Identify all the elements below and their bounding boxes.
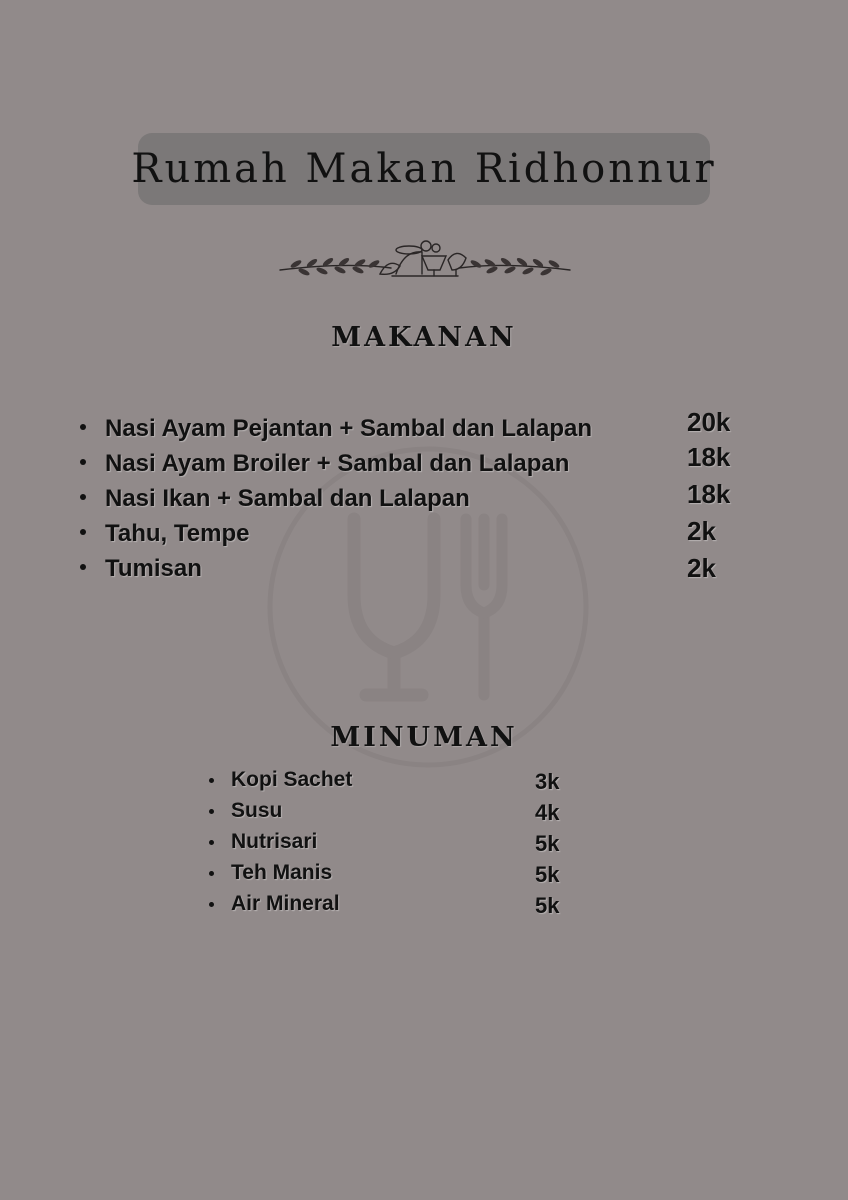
menu-item-price: 2k	[687, 516, 716, 546]
menu-item-name: Nasi Ayam Pejantan + Sambal dan Lalapan	[105, 415, 593, 442]
list-item	[105, 442, 731, 485]
menu-item-name: Teh Manis	[231, 861, 333, 884]
menu-item-name: Nasi Ikan + Sambal dan Lalapan	[105, 485, 470, 512]
list-item	[105, 479, 731, 520]
list-item	[105, 407, 731, 450]
section-title-minuman: MINUMAN	[330, 722, 518, 753]
menu-item-price: 2k	[687, 553, 716, 583]
menu-item-name: Tumisan	[105, 555, 202, 582]
menu-item-name: Air Mineral	[231, 892, 340, 915]
bullet-icon	[80, 529, 86, 535]
bullet-icon	[209, 778, 214, 783]
menu-item-name: Tahu, Tempe	[105, 520, 250, 547]
list-item	[231, 768, 560, 799]
list-item	[231, 892, 560, 923]
bullet-icon	[209, 840, 214, 845]
bullet-icon	[209, 871, 214, 876]
bullet-icon	[209, 809, 214, 814]
menu-item-name: Nutrisari	[231, 830, 318, 853]
menu-item-price: 5k	[535, 893, 560, 918]
title-banner	[131, 133, 717, 205]
bullet-icon	[80, 459, 86, 465]
floral-tableware-ornament-icon	[276, 236, 574, 282]
list-item	[105, 553, 716, 590]
makanan-list	[105, 407, 731, 590]
menu-item-name: Susu	[231, 799, 283, 822]
menu-item-price: 5k	[535, 862, 560, 887]
list-item	[105, 516, 716, 555]
bullet-icon	[209, 902, 214, 907]
list-item	[231, 830, 560, 861]
menu-item-price: 18k	[687, 442, 731, 472]
menu-item-price: 5k	[535, 831, 560, 856]
bullet-icon	[80, 494, 86, 500]
page-title: Rumah Makan Ridhonnur	[131, 146, 717, 192]
menu-item-name: Nasi Ayam Broiler + Sambal dan Lalapan	[105, 450, 570, 477]
menu-item-price: 4k	[535, 800, 560, 825]
menu-item-name: Kopi Sachet	[231, 768, 353, 791]
section-title-makanan: MAKANAN	[331, 322, 517, 353]
list-item	[231, 799, 560, 830]
bullet-icon	[80, 424, 86, 430]
list-item	[231, 861, 560, 892]
bullet-icon	[80, 564, 86, 570]
menu-item-price: 3k	[535, 769, 560, 794]
minuman-list	[231, 768, 560, 923]
menu-item-price: 18k	[687, 479, 731, 509]
menu-item-price: 20k	[687, 407, 731, 437]
